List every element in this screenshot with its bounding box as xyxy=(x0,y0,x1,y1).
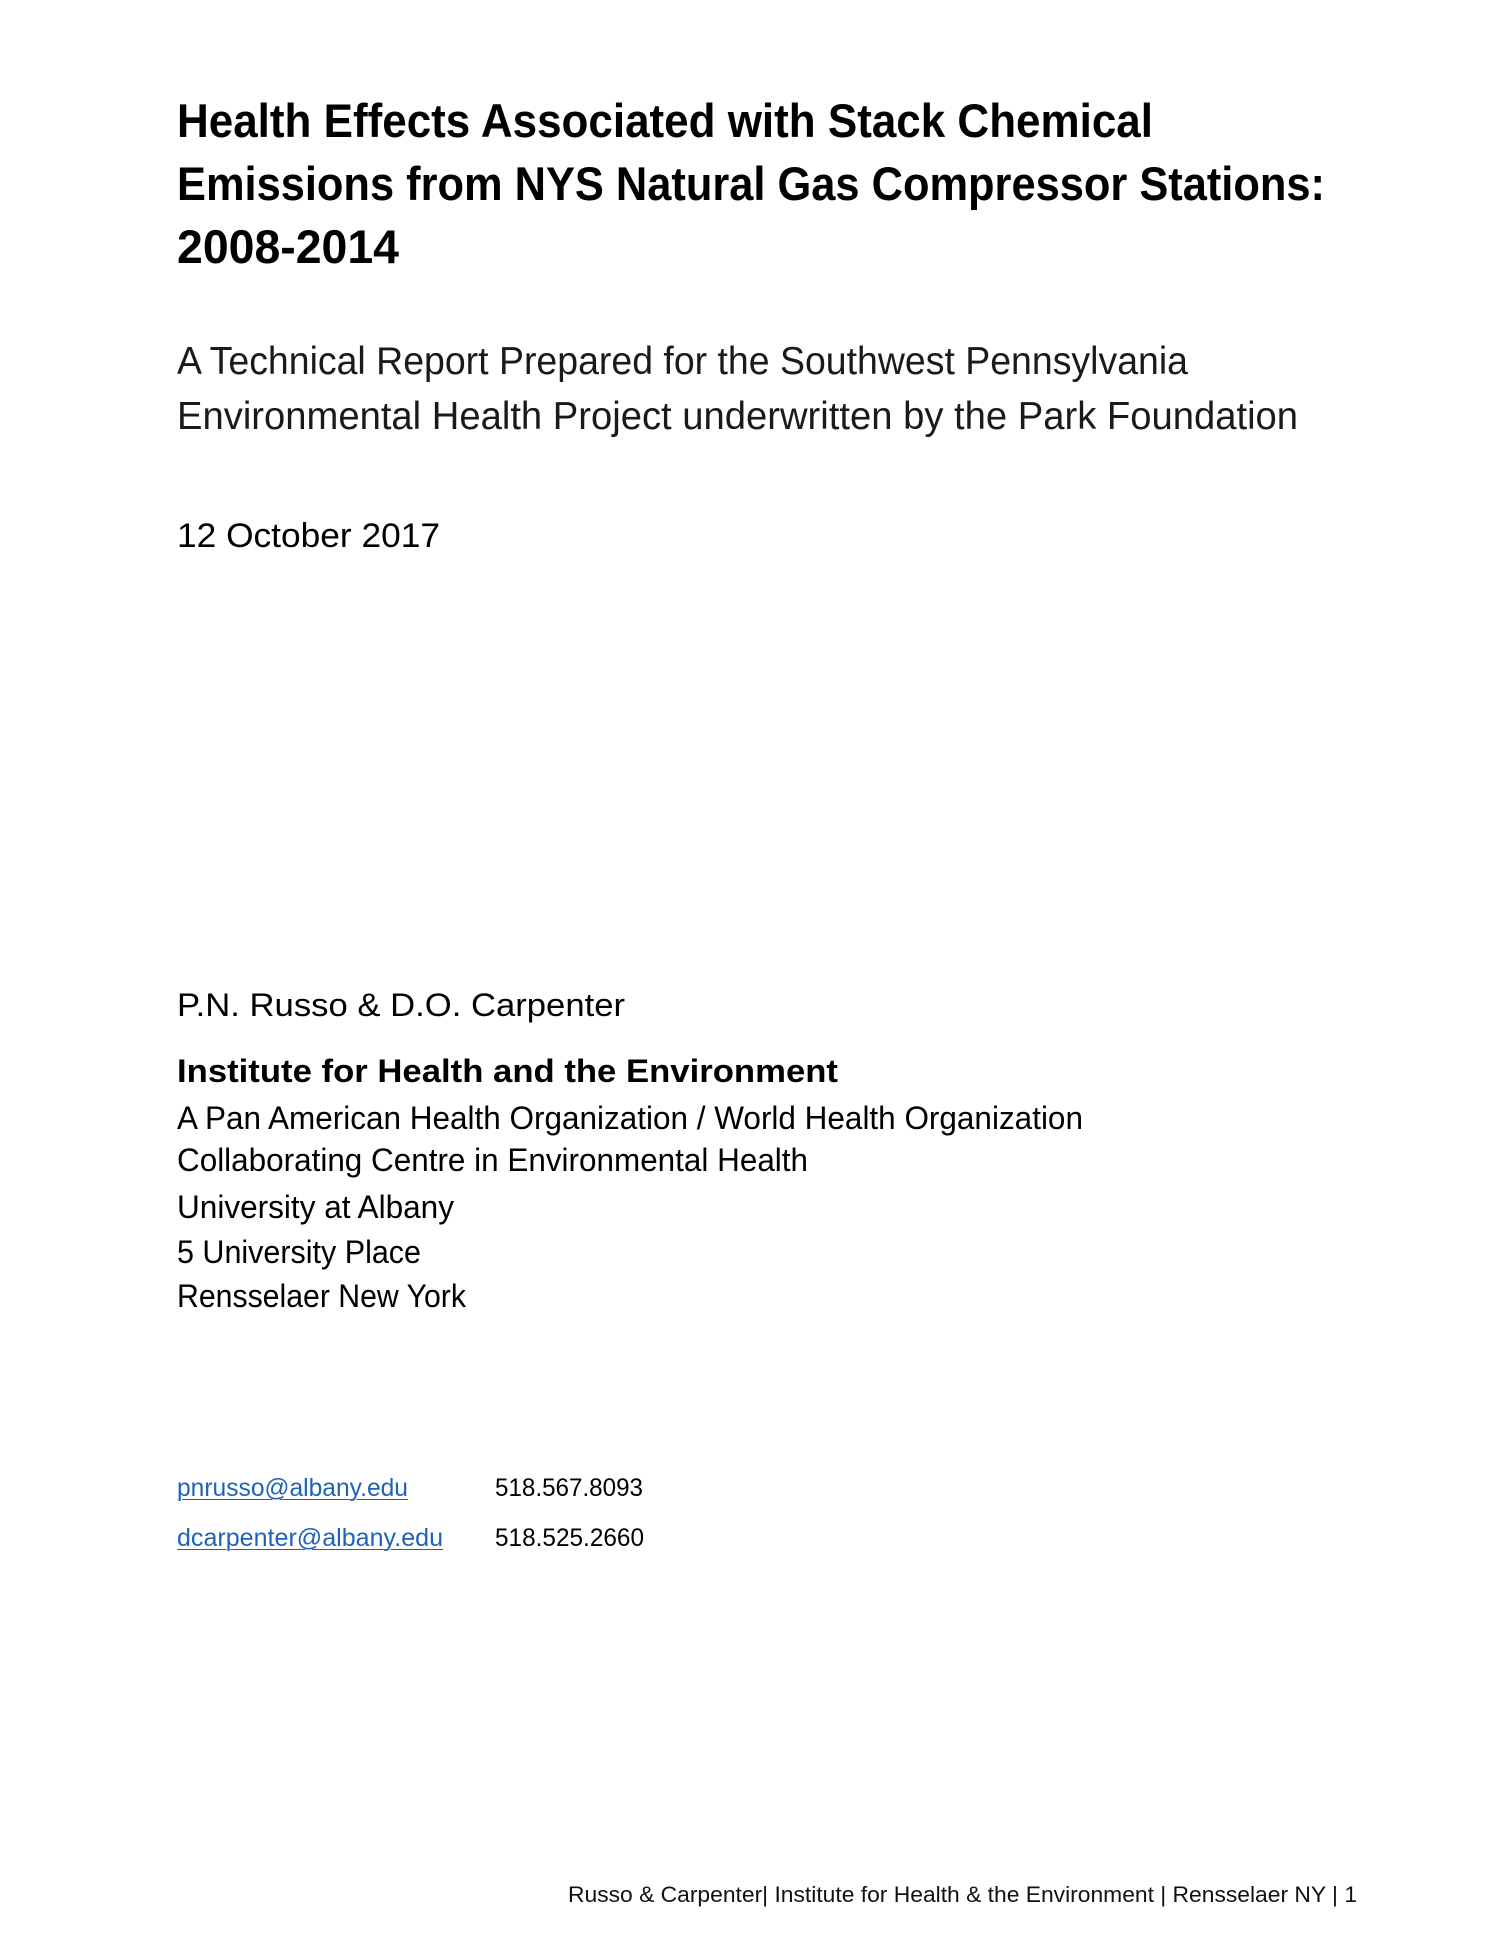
authors: P.N. Russo & D.O. Carpenter xyxy=(177,986,626,1023)
affiliation-line-3: University at Albany xyxy=(177,1188,454,1225)
report-subtitle-line-2: Environmental Health Project underwritten by the Park Foundation xyxy=(177,394,1299,438)
report-date: 12 October 2017 xyxy=(177,517,440,556)
affiliation-line-2: Collaborating Centre in Environmental Health xyxy=(177,1141,809,1178)
phone-carpenter: 518.525.2660 xyxy=(495,1523,645,1552)
affiliation-line-1: A Pan American Health Organization / World Health Organization xyxy=(177,1099,1083,1136)
phone-russo: 518.567.8093 xyxy=(495,1473,643,1502)
email-link-carpenter[interactable]: dcarpenter@albany.edu xyxy=(177,1523,444,1552)
page-footer: Russo & Carpenter| Institute for Health & the Environment | Rensselaer NY | 1 xyxy=(568,1882,1358,1908)
affiliation-line-5: Rensselaer New York xyxy=(177,1277,466,1314)
report-title-line-3: 2008-2014 xyxy=(177,220,400,274)
report-subtitle-line-1: A Technical Report Prepared for the Southwest Pennsylvania xyxy=(177,339,1189,383)
report-title-line-2: Emissions from NYS Natural Gas Compressor Stations: xyxy=(177,157,1325,211)
affiliation-line-4: 5 University Place xyxy=(177,1233,422,1270)
email-link-russo[interactable]: pnrusso@albany.edu xyxy=(177,1473,408,1502)
report-title-line-1: Health Effects Associated with Stack Chemical xyxy=(177,94,1153,148)
institute-name: Institute for Health and the Environment xyxy=(177,1052,838,1089)
